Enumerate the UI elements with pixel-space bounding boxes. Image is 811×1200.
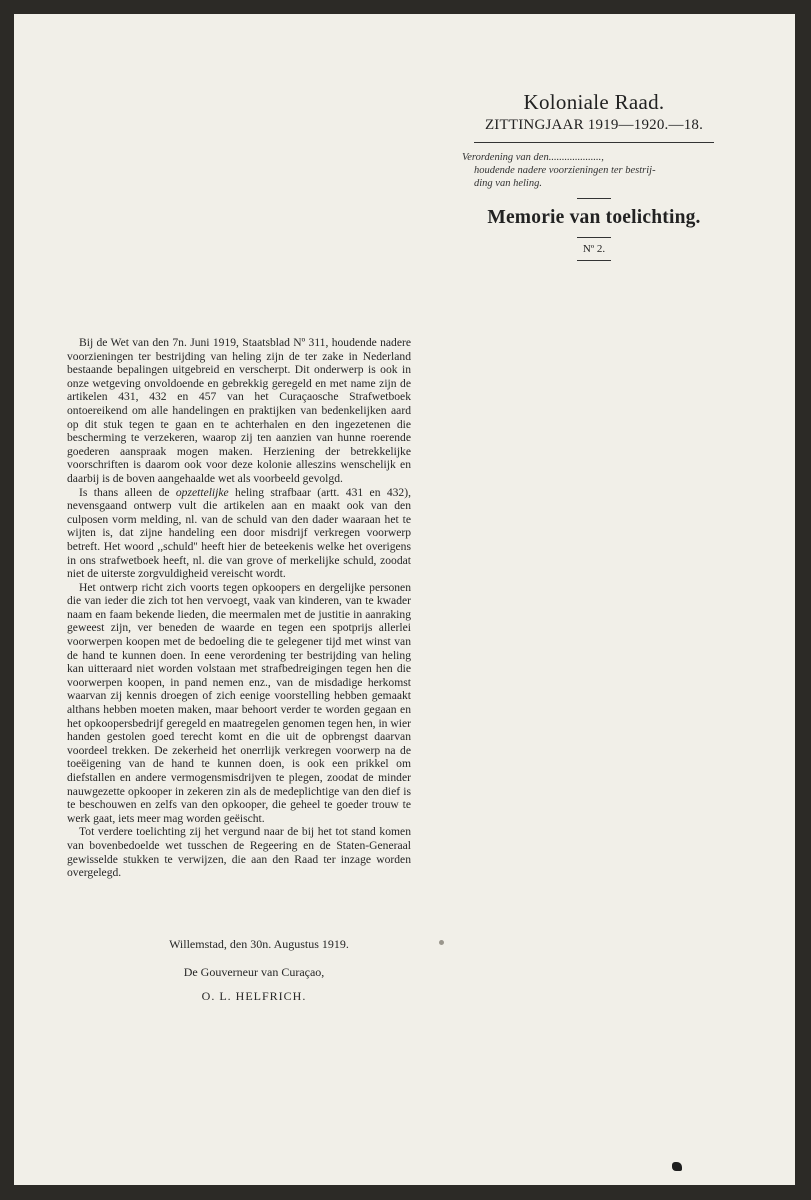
ordinance-title <box>444 151 744 190</box>
document-page <box>14 14 795 1185</box>
stamp-mark <box>672 1162 682 1171</box>
header-divider <box>474 142 714 143</box>
ordinance-line: ding van heling. <box>474 178 542 189</box>
ordinance-line: Verordening van den...................., <box>462 152 604 163</box>
governor-signature: O. L. HELFRICH. <box>201 989 307 1003</box>
body-text: Is thans alleen de <box>79 485 176 499</box>
ordinance-line: houdende nadere voorzieningen ter bestrij- <box>474 165 656 176</box>
body-paragraph: Het ontwerp richt zich voorts tegen opkoopers en dergelijke personen die van ieder die zich tot hen vervoegt, vaak van kinderen, van te kwader naam en faam bekende lieden, die meermalen met de justitie in aanraking geweest zijn, ver beneden de waarde en tegen een spotprijs allerlei voorwerpen koopen met de bedoeling die te gelegener tijd met winst van de hand te kunnen doen. In eene verordening ter bestrijding van heling kan uitteraard niet worden volstaan met strafbedreigingen tegen hen die voorwerpen koopen, in pand nemen enz., van de misdadige herkomst waarvan zij kennis droegen of zich eenige voorstelling hebben gemaakt althans hebben moeten maken, maar behoort verder te worden gegaan en het opkoopersbedrijf geregeld en maatregelen genomen tegen hen, in wier handen gestolen goed terecht komt en die uit de opbrengst daarvan voordeel trekken. De zekerheid het onerrlijk verkregen voorwerp na de toeëigening van de hand te kunnen doen, is ook een prikkel om diefstallen en andere vermogensmisdrijven te plegen, zoodat de minder nauwgezette opkooper in zekeren zin als de medeplichtige van den dief is te beschouwen en zelfs van den opkooper, die geheel te goeder trouw te werk gaat, iets meer mag worden geëischt. <box>67 580 411 825</box>
session-year: ZITTINGJAAR 1919—1920.—18. <box>484 117 704 133</box>
document-number: Nº 2. <box>582 243 606 255</box>
place-date: Willemstad, den 30n. Augustus 1919. <box>169 937 349 951</box>
body-paragraph: Tot verdere toelichting zij het vergund naar de bij het tot stand komen van bovenbedoelde wet tusschen de Regeering en de Staten-Generaal gewisselde stukken te verwijzen, die aan den Raad ter inzage worden overgelegd. <box>67 825 411 880</box>
memo-title: Memorie van toelichting. <box>487 207 701 228</box>
short-divider <box>577 237 611 238</box>
short-divider <box>577 260 611 261</box>
document-header <box>444 90 744 269</box>
body-text: heling strafbaar (artt. 431 en 432), nevensgaand ontwerp vult die artikelen aan en maakt ook van den culposen vorm melding, nl. van de schuld van den dader waaraan het te wijten is, dat zijne handeling een door misdrijf verkregen voorwerp betreft. Het woord ,,schuld'' heeft hier de beteekenis welke het overigens in ons strafwetboek heeft, nl. die van grove of merkelijke schuld, zoodat niet de uiterste zorgvuldigheid vereischt wordt. <box>67 485 411 581</box>
body-paragraph: Bij de Wet van den 7n. Juni 1919, Staatsblad Nº 311, houdende nadere voorzieningen ter bestrijding van heling zijn de ter zake in Nederland bestaande bepalingen uitgebreid en verscherpt. Dit onderwerp is ook in onze wetgeving onvoldoende en gebrekkig geregeld en met name zijn de artikelen 431, 432 en 457 van het Curaçaosche Strafwetboek ontoereikend om alle handelingen en praktijken van bedenkelijken aard op dit stuk tegen te gaan en te achterhalen en den ingezetenen die bescherming te verzekeren, waarop zij ten aanzien van hunne roerende goederen aanspraak mogen maken. Herziening der betrekkelijke voorschriften is daarom ook voor deze kolonie alleszins wenschelijk en daarbij is de boven aangehaalde wet als voorbeeld gevolgd. <box>67 336 411 485</box>
council-title: Koloniale Raad. <box>523 90 665 114</box>
body-paragraph <box>67 486 411 581</box>
short-divider <box>577 198 611 199</box>
body-text-italic: opzettelijke <box>175 485 229 499</box>
ink-dot <box>439 940 444 945</box>
memo-body <box>67 336 411 880</box>
governor-title: De Gouverneur van Curaçao, <box>183 965 325 979</box>
